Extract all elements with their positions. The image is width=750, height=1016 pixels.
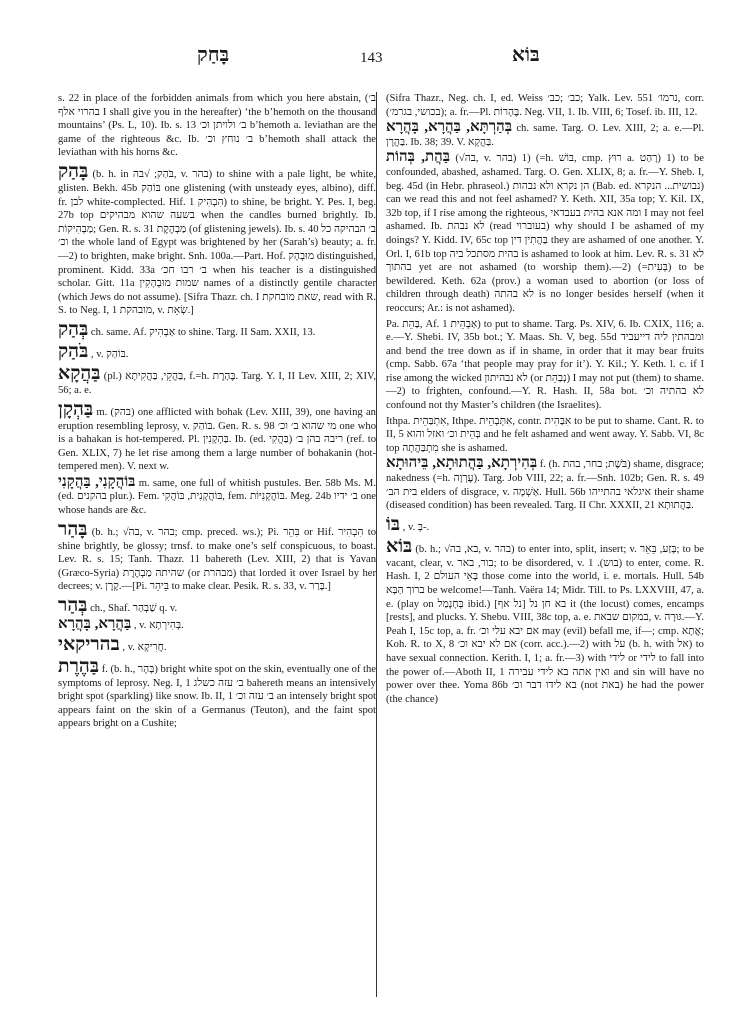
entry-text: , v. בּוֹהַק. <box>90 348 129 360</box>
entry-headword: בְּהַרְתָּא, בַּהֲרָא, בָּהֲרָא <box>386 119 513 136</box>
header-left-word: בָּחַק <box>197 44 230 66</box>
dictionary-entry <box>58 364 376 398</box>
dictionary-entry <box>58 596 376 616</box>
entry-text: f. (b. h., בָּהָר) bright white spot on the skin, eventually one of the symptoms of leprosy. Neg. I, 1 ב׳ עזה כשלג bahereth means an intensively bright spot (sparkling) like snow. Ib. II, 1 ב׳ עזה וכ׳ an intensely bright spot appears faint on the skin of a Germanus (Teuton), and the faint spot appears bright on a Cushite; <box>58 663 376 730</box>
entry-headword: בַּהֲקָא <box>58 362 101 384</box>
entry-text: ch., Shaf. שַׁבְהַר q. v. <box>90 603 178 615</box>
header-right-word: בּוֹא <box>512 44 540 66</box>
entry-headword: בַּהֶרֶת <box>58 655 100 677</box>
dictionary-entry <box>386 415 704 456</box>
entry-headword: בַּהֲרָא, בָּהֲרָא <box>58 616 132 633</box>
dictionary-entry <box>58 342 376 362</box>
dictionary-entry <box>386 92 704 119</box>
dictionary-entry <box>58 320 376 340</box>
entry-headword: בהריקאי <box>58 633 120 655</box>
entry-text: ch. same. Targ. O. Lev. XIII, 2; a. e.—Pl. בַּהֲרָן. Ib. 38; 39. V. בַּהֲקָא. <box>386 123 704 148</box>
entry-text: (pl.) בַּהֲקֵי, בַּהֲקִיתָא, f.=h. בֶּהָרֶת. Targ. Y. I, II Lev. XIII, 2; XIV, 56; a. e. <box>58 370 376 396</box>
dictionary-entry <box>58 657 376 731</box>
dictionary-entry <box>58 92 376 160</box>
entry-text: (b. h. in בֹּהַק; √בה, v. בהר) to shine with a pale light, be white, glisten. Bekh. 45b בּוֹהַק one glistening (with unsteady eyes, albino), diff. fr. לבן white-complected. Hif. הִבְהִיק 1) to shine, be bright. Y. Pes. I, beg. 27b top בשעה שהוא מבהיקים when the candles burned brightly. Ib. מַבְהִיקוֹת; Gen. R. s. 31 מַבְהֶקֶת (of glistening jewels). Ib. s. 40 ב׳ הבהיקה כל וכ׳ the whole land of Egypt was brightened by her (Sarah’s) beauty; a. fr.—2) to brighten, make bright. Snh. 100a.—Part. Hof. מוּבְהָק distinguished, prominent. Kidd. 33a ב׳ רבו חכ׳ when his teacher is a distinguished scholar. Gitt. 11a שמות מוּבְהָקִין names of a distinctly gentile character (which Jews do not assume). [Sifra Thazr. ch. I שאת מובחקת, read with R. S. to Neg. I, 1 מובהקת, v. שְׂאֵת.] <box>58 168 377 317</box>
entry-text: f. (h. בֹּשֶׁת; בחר, בהת) shame, disgrace; nakedness (=h. עֶרְוָה). Targ. Job VIII, 22; a. fr.—Snh. 102b; Gen. R. s. 49 בית הב׳ elders of disgrace, v. אַשְׁמָה. Hull. 56b איגלאי בהתייהו their shame (diseased condition) has been revealed. Targ. II Chr. XXXII, 21 בַּהֲתוּתָא. <box>386 459 705 512</box>
dictionary-entry <box>58 473 376 518</box>
entry-text: ch. same. Af. אַבְהִיק to shine. Targ. II Sam. XXII, 13. <box>90 326 316 338</box>
entry-text: , v. חֲרִיקָא. <box>122 641 167 653</box>
dictionary-entry <box>386 537 704 707</box>
entry-headword: בְּהִירְתָא, בַּהֲתוּתָא, בֵּיהוּתָא <box>386 455 538 472</box>
entry-headword: בָּהַר <box>58 518 88 540</box>
left-column <box>58 92 376 733</box>
dictionary-entry <box>58 520 376 594</box>
entry-text: m. same, one full of whitish pustules. Ber. 58b Ms. M. (ed. בהקנים plur.). Fem. בּוֹהֲקָנִית, בּוֹהֲקִי, fem. בּוֹהֲקָנִיּוֹת. Meg. 24b ב׳ ידיו one whose hands are &c. <box>58 477 376 517</box>
entry-text: s. 22 in place of the forbidden animals from which you here abstain, (ב׳ בהרוי אלף I shall give you in the hereafter) ‘the b’hemoth on the thousand mountains’ (Ps. L, 10). Ib. s. 13 ב׳ ולויתן וכ׳ b’hemoth a. leviathan are the game of the righteous &c. Ib. ב׳ נוחץ וכ׳ b’hemoth shall attack the leviathan with his horns &c. <box>58 93 377 159</box>
dictionary-entry <box>386 151 704 315</box>
entry-headword: בּוֹ <box>386 513 401 535</box>
entry-headword: בָּהַק <box>58 160 89 182</box>
entry-headword: בְּהַק <box>58 318 89 340</box>
column-divider <box>376 92 377 997</box>
page-number: 143 <box>360 50 383 66</box>
entry-headword: בְּהַר <box>58 595 88 617</box>
entry-text: (b. h.; √בה, v. בהר; cmp. preced. ws.); Pi. בִּהֵר or Hif. הִבְהִיר to shine brightly, be glossy; trnsf. to make one’s self conspicuous, to boast. Lev. R. s. 15; Tanh. Thazr. 11 bahereth (Lev. XIII, 2) that is Yavan (Græco-Syria) שהיתה מַבְהֶרֶת (or מבהרת) that lorded it over Israel by her decrees; v. קֶרֶן.—[Pi. בֵּיהֵר to make clear. Pesik. R. s. 33, v. בָּרַר.] <box>58 526 377 593</box>
dictionary-entry <box>58 400 376 474</box>
dictionary-entry <box>58 635 376 655</box>
entry-text: Ithpa. אִתְבַּהֵית, Ithpe. אִתְּבְהֵית, contr. אִבַּהִית to be put to shame. Cant. R. to II, 5 בְּהֵית וכ׳ ואזל והוא and he felt ashamed and went away. Y. Sabb. VI, 8c top מִתְבַּהֲתָה she is ashamed. <box>386 415 704 454</box>
entry-headword: בַּהֲת, בְּהוֹת <box>386 149 451 166</box>
entry-text: (Sifra Thazr., Neg. ch. I, ed. Weiss כב׳ ;כב׳; Yalk. Lev. 551 נרמו׳, corr. (בכושי, בגרמ׳); a. fr.—Pl. בֶּהָרוֹת. Neg. VII, 1. Ib. VIII, 6; Tosef. ib. III, 12. <box>386 93 704 118</box>
entry-text: , v. בְּ-. <box>402 521 430 533</box>
entry-text: (b. h.; √בא, בה, v. בהר) to enter into, split, insert; v. בָּזַע, בֵּאֵר; to be vacant, clear, v. בור, באר; to be disordered, v. בוש). 1) to enter, come. R. Hash. I, 2 בָּאֵי העולם those come into the world, i. e. mortals. Hull. 54b ברוך הַבָּא be welcome!—Tanh. Vaëra 14; Midr. Till. to Ps. LXXVIII, 47, a. e. (play on בְּחָנָמַל ibid.) בא חן נל [נל אף] it (the locust) comes, encamps [rests], and plucks. Y. Shebu. VIII, 38c top, a. e. במקום שבאת, v. גּוּרָה.—Y. Peah I, 15c top, a. fr. אם יבא עלי וכ׳ may (evil) befall me, if—; cmp. אֲתָא; Koh. R. to X, 8 אם לא יבא וכ׳ (corr. acc.).—2) with על (b. h. with אל) to have sexual connection. Kerith. I, 1; a. fr.—3) with לידי or לידי to fall into the power of.—Aboth II, 1 ואין אתה בא לידי עבירה and sin will have no power over thee. Yoma 86b בא לידו דבר וכ׳ (not באת) he had the power (the chance) <box>386 543 705 705</box>
dictionary-entry <box>58 618 376 633</box>
dictionary-entry <box>58 162 376 318</box>
running-header <box>0 44 750 74</box>
entry-headword: בַּהְקָן <box>58 398 94 420</box>
dictionary-entry <box>386 121 704 149</box>
entry-headword: בּוֹהֲקָנִי, בַּהֲקָנִי <box>58 473 136 490</box>
entry-text: (√בה, v. בהר) 1) (=h. בּוֹשׁ, cmp. רוּץ a. רָהַט) 1) to be confounded, abashed, ashamed. Targ. O. Gen. XLIX, 8; a. fr.—Y. Sheb. I, beg. 45d (in Hebr. phraseol.) הן נקרא ולא נבהות (Bab. ed. נבושית... הנקרא) can we read this and not feel ashamed? Y. Keth. XII, 35a top; Y. Kil. IX, 32b top, if I rise among the righteous, ומה אנא בהית בעבדאי I may not feel ashamed. Ib. לא נבהת (read בעוברוי) why should I be ashamed of my doings? Y. Kidd. IV, 65c top בַּהֲתִין דין they are ashamed of one another. Y. Orl. I, 61b top בהית מסתכל ביה is ashamed to look at him. Lev. R. s. 31 לא בהתוך yet are not ashamed (to worship them).—2) (=בְּעִית) to be bewildered. Keth. 62a (prov.) a woman used to abortion (or loss of children through death) לא בהתה is no longer besides herself (when it reoccurs; Ar.: is not ashamed). <box>386 153 705 314</box>
entry-text: Pa. בַּהֵת, Af. אַבְהֵית 1) to put to shame. Targ. Ps. XIV, 6. Ib. CXIX, 116; a. e.—Y. Shebi. IV, 35b bot.; Y. Maas. Sh. V, beg. 55d ומבהתין ליה דייעביד and bend the tree down as if in shame, in order that it may bear fruits (cmp. Sabb. 67a ‘that people may pray for it’). Y. Kil.; Y. Keth. l. c. if I rise among the wicked לא נבהיתון (or נְבַהֵת) I may not put (them) to shame.—2) to frighten, confound.—Y. R. Hash. II, 58a bot. לא בהתיה וכ׳ confound not thy Master’s children (the Israelites). <box>386 318 705 412</box>
entry-text: , v. בְּהִירְתָא. <box>133 620 184 632</box>
right-column <box>386 92 704 708</box>
dictionary-entry <box>386 318 704 413</box>
entry-headword: בֹּהַק <box>58 340 89 362</box>
entry-text: m. (בהק) one afflicted with bohak (Lev. XIII, 39), one having an eruption resembling leprosy, v. בּוֹהַק. Gen. R. s. 98 מי שהוא ב׳ וכ׳ one who is a bahakan is hot-tempered. Pl. בַּהְקָנִין. Ib. (ed. בַּהֲקִי) ריבה בהן ב׳ (ref. to Gen. XLIX, 7) he let rise among them a large number of bohakanin (hot-tempered men). V. next w. <box>58 406 376 473</box>
dictionary-entry <box>386 515 704 535</box>
entry-headword: בּוֹא <box>386 535 413 557</box>
dictionary-entry <box>386 457 704 512</box>
